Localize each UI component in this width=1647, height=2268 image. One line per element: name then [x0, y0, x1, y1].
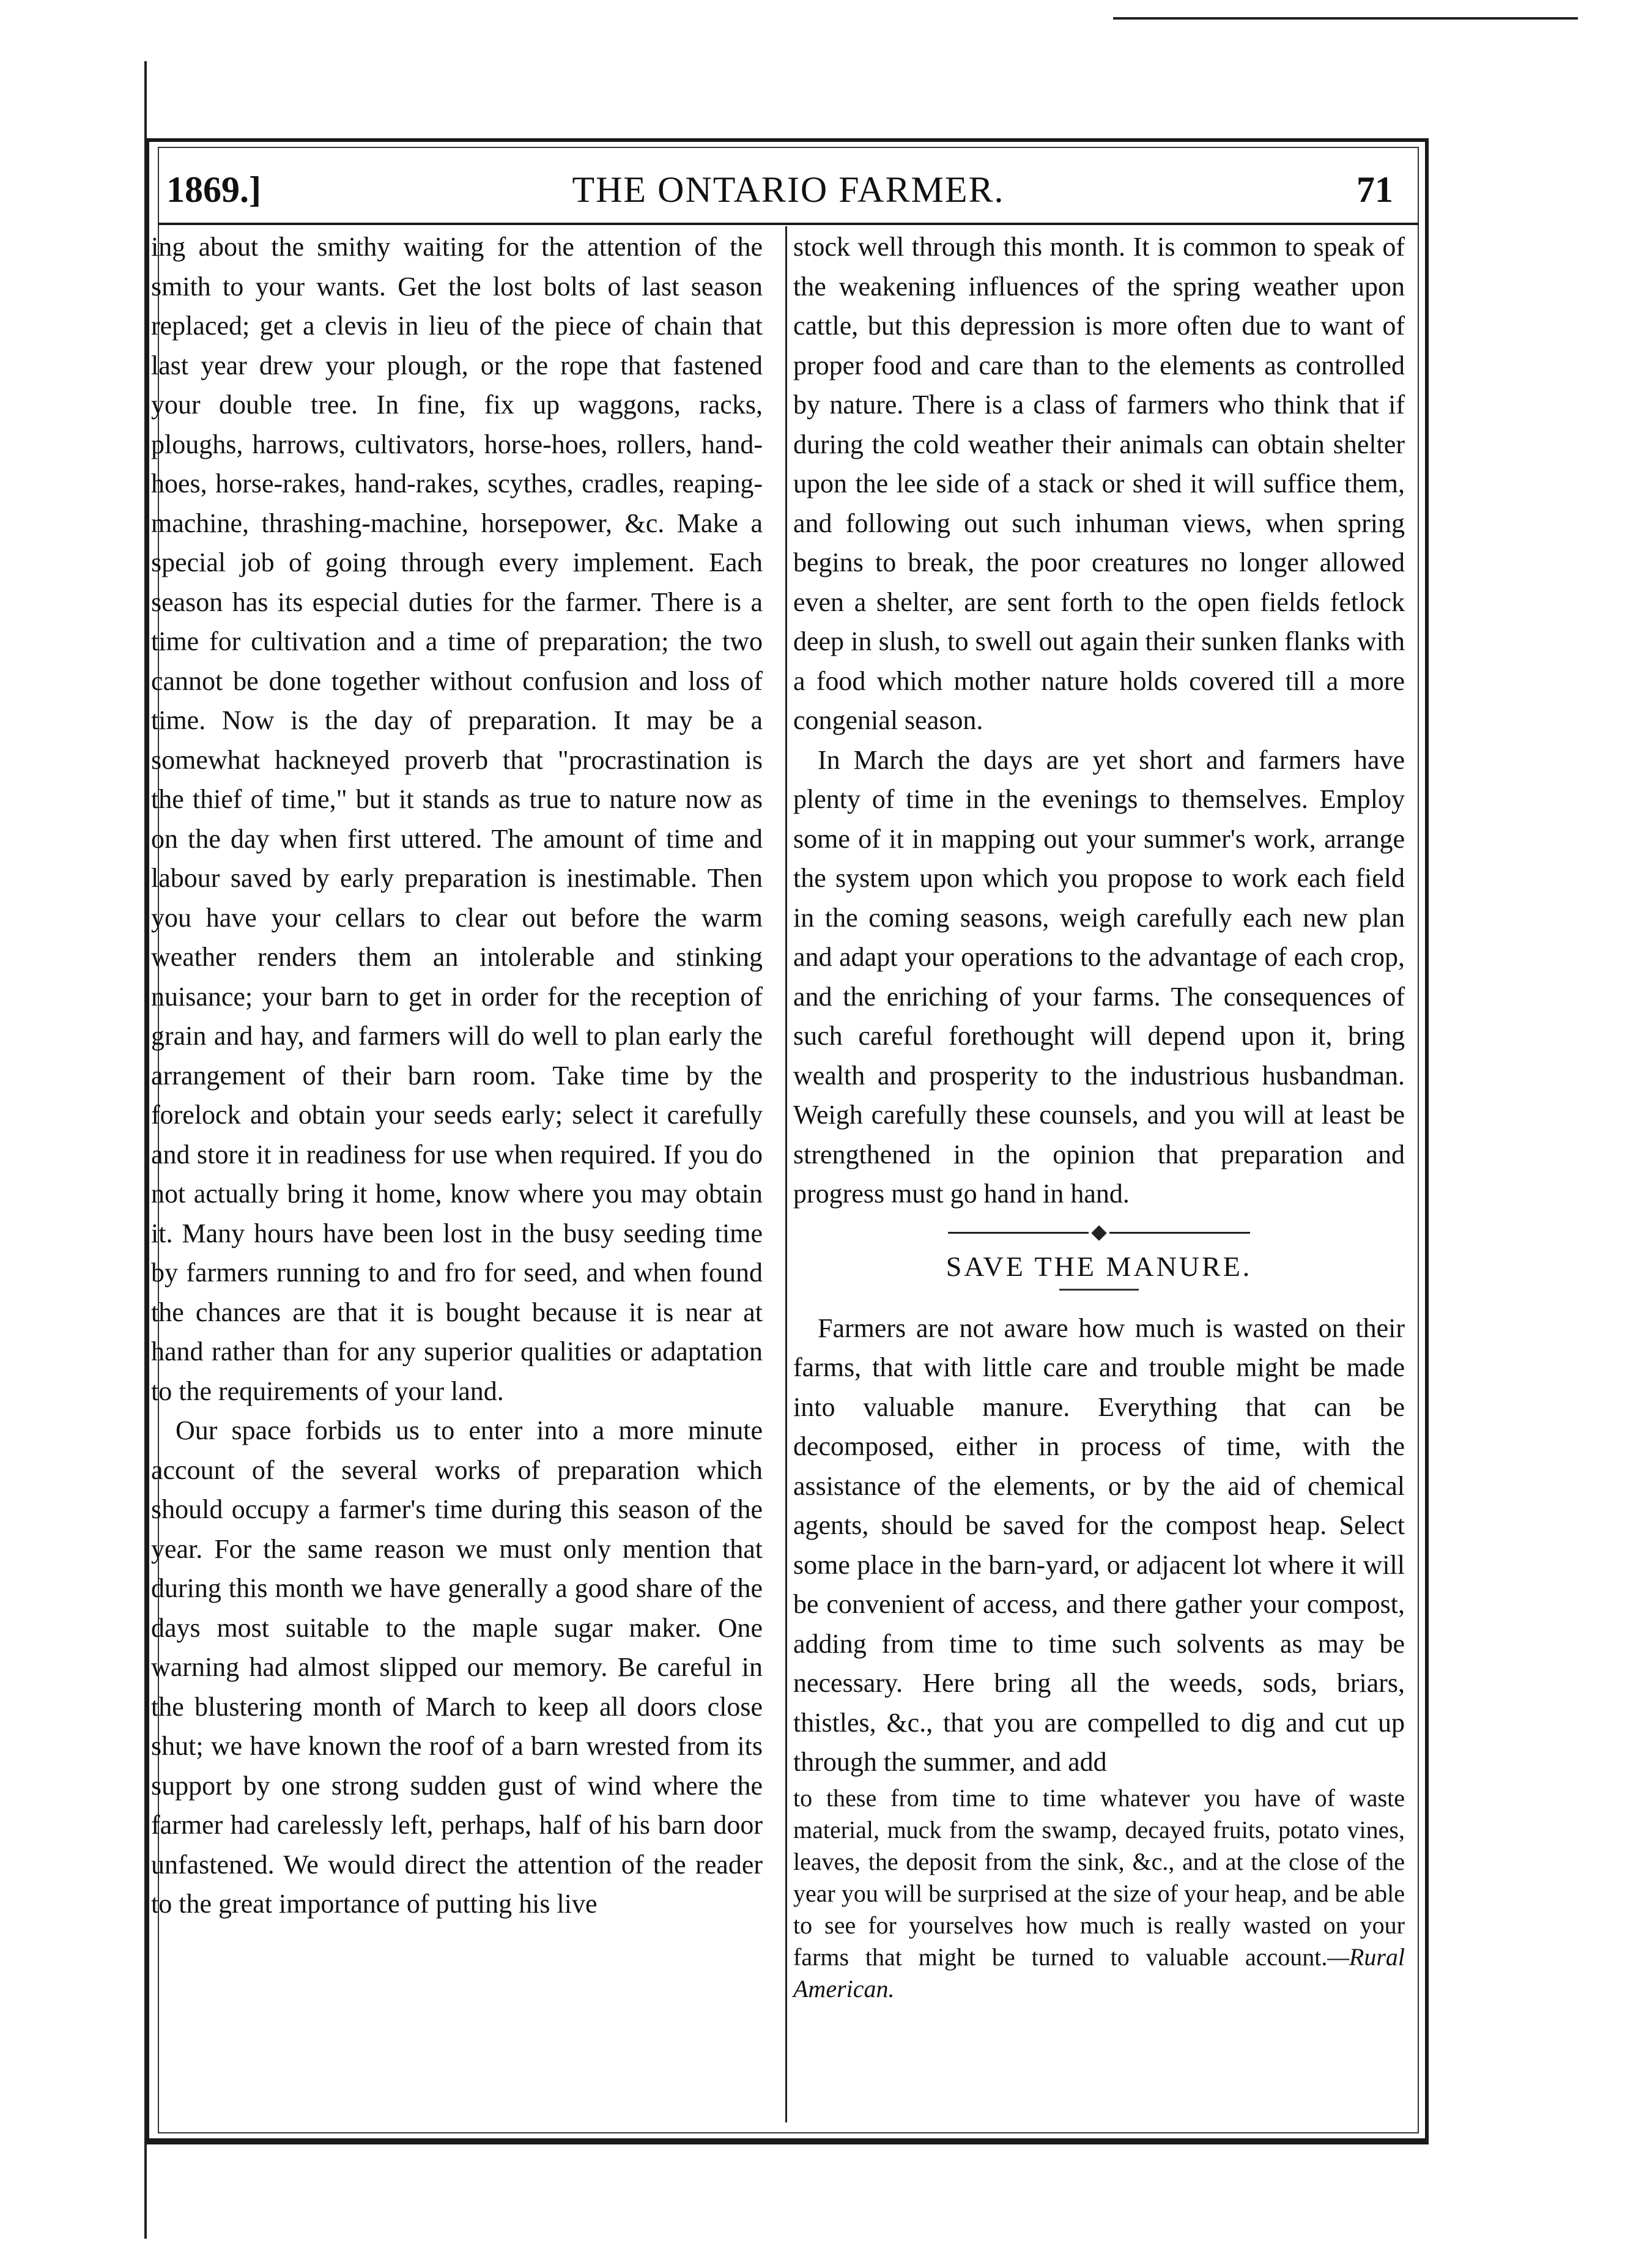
column-divider: [785, 226, 787, 2122]
left-paragraph-1: ing about the smithy waiting for the attention of the smith to your wants. Get the lost bolts of last season replaced; get a clevis in lieu of the piece of chain that last year drew your plough, or the rope that fastened your double tree. In fine, fix up waggons, racks, ploughs, harrows, cultivators, horse-hoes, rollers, hand-hoes, horse-rakes, hand-rakes, scythes, cradles, reaping-machine, thrashing-machine, horsepower, &c. Make a special job of going through every implement. Each season has its especial duties for the farmer. There is a time for cultivation and a time of preparation; the two cannot be done together without confusion and loss of time. Now is the day of preparation. It may be a somewhat hackneyed proverb that "procrastination is the thief of time," but it stands as true to nature now as on the day when first uttered. The amount of time and labour saved by early preparation is inestimable. Then you have your cellars to clear out before the warm weather renders them an intolerable and stinking nuisance; your barn to get in order for the reception of grain and hay, and farmers will do well to plan early the arrangement of their barn room. Take time by the forelock and obtain your seeds early; select it carefully and store it in readiness for use when required. If you do not actually bring it home, know where you may obtain it. Many hours have been lost in the busy seeding time by farmers running to and fro for seed, and when found the chances are that it is bought because it is near at hand rather than for any superior qualities or adaptation to the requirements of your land.: [151, 232, 763, 1406]
page-number: 71: [1356, 169, 1393, 210]
scan-edge-top: [1113, 17, 1578, 20]
section-paragraph: Farmers are not aware how much is wasted on their farms, that with little care and trouble might be made into valuable manure. Everything that can be decomposed, either in process of time, with the assistance of the elements, or by the aid of chemical agents, should be saved for the compost heap. Select some place in the barn-yard, or adjacent lot where it will be convenient of access, and there gather your compost, adding from time to time such solvents as may be necessary. Here bring all the weeds, sods, briars, thistles, &c., that you are compelled to dig and cut up through the summer, and add: [793, 1313, 1405, 1777]
section-ornament: [793, 1228, 1405, 1239]
left-column: [151, 228, 763, 1924]
section-paragraph-small: [793, 1782, 1405, 2005]
right-column: [793, 228, 1405, 2005]
header-title: THE ONTARIO FARMER.: [572, 169, 1005, 210]
running-header: [158, 160, 1419, 221]
left-paragraph-2: Our space forbids us to enter into a more minute account of the several works of preparation which should occupy a farmer's time during this season of the year. For the same reason we must only mention that during this month we have generally a good share of the days most suitable to the maple sugar maker. One warning had almost slipped our memory. Be careful in the blustering month of March to keep all doors close shut; we have known the roof of a barn wrested from its support by one strong sudden gust of wind where the farmer had carelessly left, perhaps, half of his barn door unfastened. We would direct the attention of the reader to the great importance of putting his live: [151, 1415, 763, 1919]
footer-rule: [146, 2141, 1429, 2144]
header-rule: [158, 223, 1419, 225]
section-paragraph-small-text: to these from time to time whatever you have of waste material, muck from the swamp, decayed fruits, potato vines, leaves, the deposit from the sink, &c., and at the close of the year you will be surprised at the size of your heap, and be able to see for yourselves how much is really wasted on your farms that might be turned to valuable account.: [793, 1784, 1405, 1971]
section-title: SAVE THE MANURE.: [946, 1250, 1253, 1282]
right-paragraph-2: In March the days are yet short and farmers have plenty of time in the evenings to themselves. Employ some of it in mapping out your summer's work, arrange the system upon which you propose to work each field in the coming seasons, weigh carefully each new plan and adapt your operations to the advantage of each crop, and the enriching of your farms. The consequences of such careful forethought will depend upon it, bring wealth and prosperity to the industrious husbandman. Weigh carefully these counsels, and you will at least be strengthened in the opinion that preparation and progress must go hand in hand.: [793, 744, 1405, 1209]
section-title-rule: [1059, 1289, 1139, 1291]
article-credit: —Rural American.: [793, 1943, 1405, 2003]
right-paragraph-1: stock well through this month. It is common to speak of the weakening influences of the spring weather upon cattle, but this depression is more often due to want of proper food and care than to the elements as controlled by nature. There is a class of farmers who think that if during the cold weather their animals can obtain shelter upon the lee side of a stack or shed it will suffice them, and following out such inhuman views, when spring begins to break, the poor creatures no longer allowed even a shelter, are sent forth to the open fields fetlock deep in slush, to swell out again their sunken flanks with a food which mother nature holds covered till a more congenial season.: [793, 232, 1405, 735]
header-year: 1869.]: [166, 169, 261, 210]
